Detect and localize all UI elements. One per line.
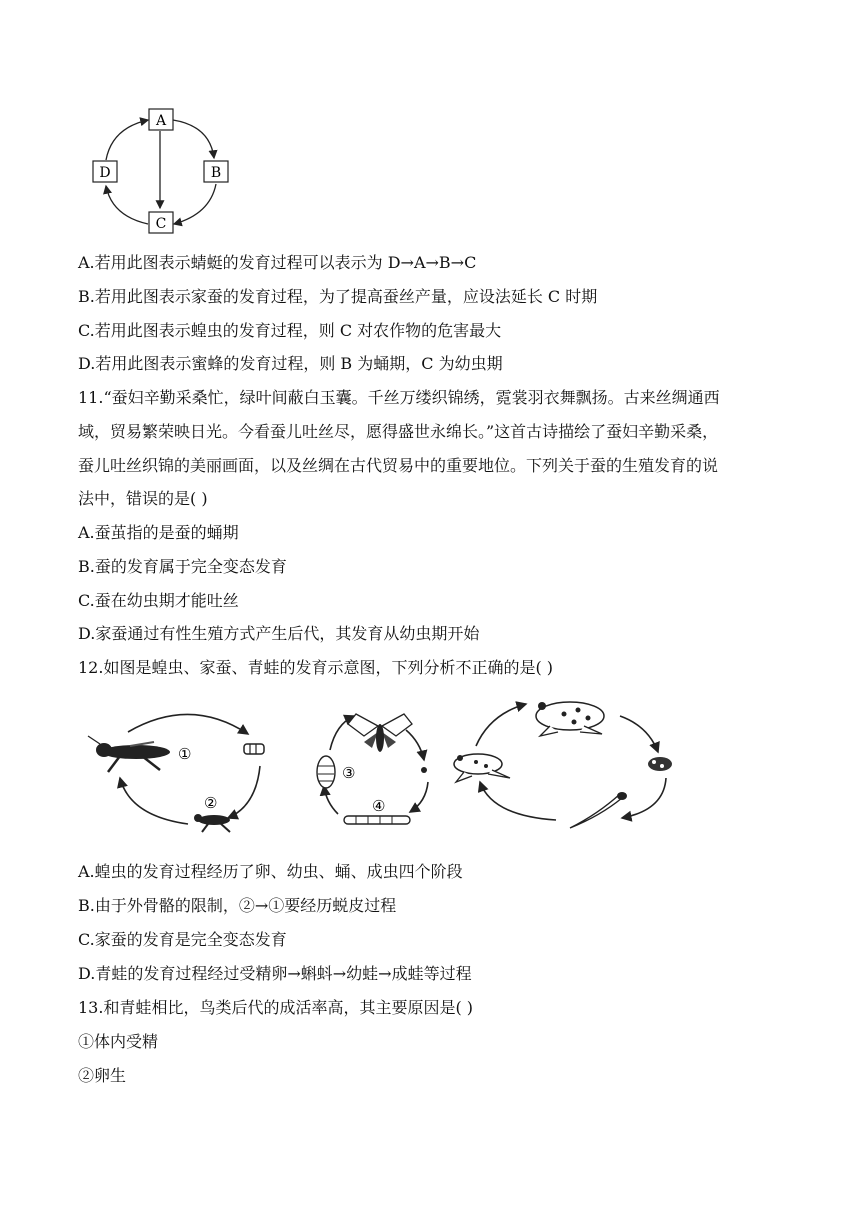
q11-stem-line-1: 11.“蚕妇辛勤采桑忙，绿叶间蔽白玉囊。千丝万缕织锦绣，霓裳羽衣舞飘扬。古来丝绸通西 <box>78 388 720 407</box>
label-two: ② <box>204 794 218 812</box>
tadpole-icon <box>570 792 627 828</box>
arrow-c-to-d <box>106 186 148 224</box>
label-one: ① <box>178 745 192 763</box>
silk-moth-icon <box>348 714 412 752</box>
node-d <box>93 161 117 182</box>
locust-cycle <box>88 714 264 832</box>
q10-option-d: D.若用此图表示蜜蜂的发育过程，则 B 为蛹期，C 为幼虫期 <box>78 354 503 373</box>
q11-stem-line-2: 域，贸易繁荣映日光。今看蚕儿吐丝尽，愿得盛世永绵长。”这首古诗描绘了蚕妇辛勤采桑， <box>78 422 719 441</box>
q11-stem-line-4: 法中，错误的是( ) <box>78 489 208 508</box>
silkworm-egg-icon <box>421 767 427 773</box>
q13-stem: 13.和青蛙相比，鸟类后代的成活率高，其主要原因是( ) <box>78 998 474 1017</box>
node-c <box>149 212 173 233</box>
q10-option-b: B.若用此图表示家蚕的发育过程，为了提高蚕丝产量，应设法延长 C 时期 <box>78 287 598 306</box>
q12-stem: 12.如图是蝗虫、家蚕、青蛙的发育示意图，下列分析不正确的是( ) <box>78 658 554 677</box>
arrow-a-to-b <box>173 120 214 158</box>
q11-option-a: A.蚕茧指的是蚕的蛹期 <box>78 523 239 542</box>
node-b <box>204 161 228 182</box>
frog-eggs-icon <box>648 757 672 771</box>
arrow-d-to-a <box>106 120 148 160</box>
q12-option-c: C.家蚕的发育是完全变态发育 <box>78 930 287 949</box>
q11-option-b: B.蚕的发育属于完全变态发育 <box>78 557 287 576</box>
q11-stem-line-3: 蚕儿吐丝织锦的美丽画面，以及丝绸在古代贸易中的重要地位。下列关于蚕的生殖发育的说 <box>78 456 719 475</box>
silkworm-cycle <box>317 714 428 824</box>
node-a-label: A <box>155 113 167 129</box>
node-a <box>149 109 173 130</box>
label-four: ④ <box>372 797 386 815</box>
q11-option-c: C.蚕在幼虫期才能吐丝 <box>78 591 239 610</box>
node-c-label: C <box>155 216 167 232</box>
label-three: ③ <box>342 764 356 782</box>
adult-frog-icon <box>536 702 604 736</box>
q12-option-b: B.由于外骨骼的限制，②→①要经历蜕皮过程 <box>78 896 397 915</box>
q11-option-d: D.家蚕通过有性生殖方式产生后代，其发育从幼虫期开始 <box>78 624 480 643</box>
locust-nymph-icon <box>194 814 230 832</box>
node-d-label: D <box>99 165 111 181</box>
silkworm-pupa-icon <box>317 756 335 788</box>
q13-item-2: ②卵生 <box>78 1066 127 1085</box>
q13-item-1: ①体内受精 <box>78 1032 159 1051</box>
cycle-diagram-svg <box>88 106 236 236</box>
frog-cycle <box>454 702 672 828</box>
q12-option-a: A.蝗虫的发育过程经历了卵、幼虫、蛹、成虫四个阶段 <box>78 862 463 881</box>
development-cycle-diagram <box>88 106 236 236</box>
life-cycle-svg <box>80 686 680 836</box>
locust-eggs-icon <box>244 744 264 754</box>
q10-option-c: C.若用此图表示蝗虫的发育过程，则 C 对农作物的危害最大 <box>78 321 502 340</box>
q12-option-d: D.青蛙的发育过程经过受精卵→蝌蚪→幼蛙→成蛙等过程 <box>78 964 472 983</box>
young-frog-icon <box>454 754 510 782</box>
adult-locust-icon <box>88 736 170 772</box>
silkworm-larva-icon <box>344 816 410 824</box>
life-cycle-figure <box>80 686 680 836</box>
arrow-b-to-c <box>174 184 216 224</box>
q10-option-a: A.若用此图表示蜻蜓的发育过程可以表示为 D→A→B→C <box>78 253 477 272</box>
node-b-label: B <box>210 165 222 181</box>
